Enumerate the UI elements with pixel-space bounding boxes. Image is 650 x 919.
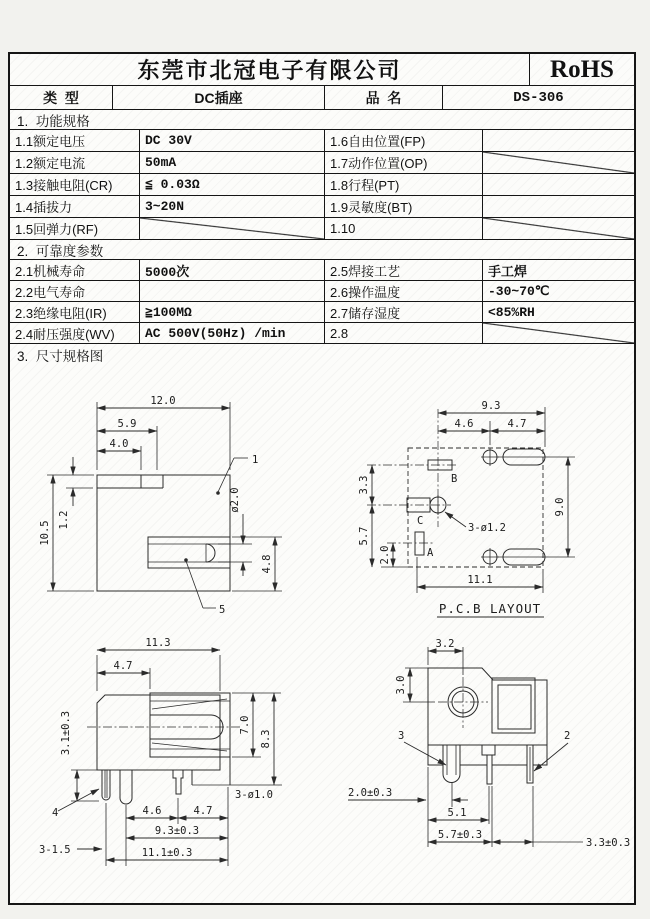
dim-label: 3.1±0.3 — [60, 710, 72, 756]
section2-title: 2. 可靠度参数 — [10, 240, 634, 260]
end-view-drawing — [335, 635, 640, 890]
rohs-badge: RoHS — [550, 55, 614, 83]
dim-label: 2.0±0.3 — [348, 787, 393, 799]
dim-label: 4.0 — [109, 438, 129, 450]
param-label: 2.4耐压强度(WV) — [10, 323, 140, 343]
ref-label: 4 — [52, 807, 59, 819]
dim-label: 4.8 — [261, 554, 273, 574]
dim-label: 3.3±0.3 — [586, 837, 631, 849]
param-label: 1.6自由位置(FP) — [325, 130, 483, 151]
param-value: 3~20N — [140, 196, 325, 217]
param-value: -30~70℃ — [488, 283, 550, 299]
table-row — [10, 174, 634, 196]
param-value — [483, 130, 634, 151]
dimension-lines — [372, 407, 575, 593]
dim-label: 3.0 — [395, 675, 407, 695]
dim-label: 9.0 — [554, 497, 566, 517]
table-row — [10, 281, 634, 302]
param-label: 2.5焊接工艺 — [325, 260, 483, 280]
pin-square-label: 3-1.5 — [39, 844, 71, 856]
param-value-na — [483, 152, 634, 173]
pad-label: A — [427, 547, 434, 559]
ref-label: 5 — [219, 604, 226, 616]
pad-label: B — [451, 473, 458, 485]
hole-note-label: 3-ø1.2 — [468, 522, 506, 534]
dim-label: 5.7±0.3 — [437, 829, 483, 841]
table-row — [10, 218, 634, 240]
section1-title: 1. 功能规格 — [10, 110, 634, 130]
dimension-lines — [47, 402, 282, 591]
param-label: 2.3绝缘电阻(IR) — [10, 302, 140, 322]
param-value: <85%RH — [488, 304, 535, 320]
dim-label: 11.1 — [467, 574, 493, 586]
dim-label: 1.2 — [58, 510, 70, 530]
param-value: 手工焊 — [488, 264, 528, 280]
pins — [102, 770, 183, 804]
dim-label: 5.7 — [358, 526, 370, 546]
param-value: ≧100MΩ — [140, 302, 325, 322]
dim-label: 8.3 — [260, 729, 272, 749]
param-value — [483, 196, 634, 217]
param-label: 2.1机械寿命 — [10, 260, 140, 280]
header-row — [10, 54, 634, 86]
param-value — [483, 174, 634, 195]
dim-label: ø2.0 — [229, 487, 241, 513]
dim-label: 4.6 — [142, 805, 162, 817]
body-outline — [97, 475, 230, 591]
dim-label: 12.0 — [150, 395, 176, 407]
param-value: DC 30V — [140, 130, 325, 151]
table-row — [10, 260, 634, 281]
company-name: 东莞市北冠电子有限公司 — [10, 54, 530, 85]
type-label: 类 型 — [10, 86, 113, 109]
dim-label: 3.3 — [358, 475, 370, 495]
param-value: ≦ 0.03Ω — [140, 174, 325, 195]
param-label: 1.2额定电流 — [10, 152, 140, 173]
pcb-layout-drawing — [345, 385, 640, 625]
param-value: 5000次 — [140, 260, 325, 280]
product-name-value: DS-306 — [513, 89, 564, 106]
dim-label: 11.3 — [145, 637, 171, 649]
dim-label: 9.3±0.3 — [154, 825, 200, 837]
dim-label: 11.1±0.3 — [141, 847, 193, 859]
ref-label: 3 — [398, 730, 405, 742]
dim-label: 5.9 — [117, 418, 137, 430]
dim-label: 2.0 — [379, 545, 391, 565]
dim-label: 4.7 — [507, 418, 527, 430]
ref-label: 1 — [252, 454, 259, 466]
pcb-outline — [367, 409, 545, 567]
side-view-drawing — [30, 380, 320, 625]
front-view-drawing — [25, 635, 325, 890]
param-label: 2.7储存湿度 — [325, 302, 483, 322]
dim-label: 4.7 — [193, 805, 213, 817]
dim-label: 9.3 — [481, 400, 501, 412]
dim-label: 7.0 — [239, 715, 251, 735]
param-label: 2.2电气寿命 — [10, 281, 140, 301]
param-label: 1.4插拔力 — [10, 196, 140, 217]
ref-label: 2 — [564, 730, 571, 742]
param-value: 50mA — [140, 152, 325, 173]
type-row — [10, 86, 634, 110]
param-value-na — [483, 323, 634, 343]
pad-label: C — [417, 515, 424, 527]
dim-label: 3.2 — [435, 638, 455, 650]
pcb-layout-title: P.C.B LAYOUT — [438, 601, 542, 616]
leader-lines — [184, 458, 248, 608]
table-row — [10, 302, 634, 323]
dim-label: 4.7 — [113, 660, 133, 672]
table-row — [10, 196, 634, 218]
pin-dia-label: 3-ø1.0 — [235, 789, 273, 801]
param-label: 1.1额定电压 — [10, 130, 140, 151]
dim-label: 10.5 — [39, 520, 51, 546]
param-label: 1.3接触电阻(CR) — [10, 174, 140, 195]
param-value — [140, 281, 325, 301]
param-label: 1.5回弹力(RF) — [10, 218, 140, 239]
param-label: 2.8 — [325, 323, 483, 343]
table-row — [10, 152, 634, 174]
param-label: 2.6操作温度 — [325, 281, 483, 301]
param-value-na — [483, 218, 634, 239]
param-value-na — [140, 218, 325, 239]
param-value: AC 500V(50Hz) /min — [140, 323, 325, 343]
param-label: 1.8行程(PT) — [325, 174, 483, 195]
param-label: 1.7动作位置(OP) — [325, 152, 483, 173]
dim-label: 5.1 — [447, 807, 467, 819]
type-value: DC插座 — [113, 86, 325, 109]
dim-label: 4.6 — [454, 418, 474, 430]
table-row — [10, 130, 634, 152]
section3-title: 3. 尺寸规格图 — [17, 348, 104, 364]
table-row — [10, 323, 634, 344]
product-name-label: 品 名 — [325, 86, 443, 109]
param-label: 1.10 — [325, 218, 483, 239]
param-label: 1.9灵敏度(BT) — [325, 196, 483, 217]
